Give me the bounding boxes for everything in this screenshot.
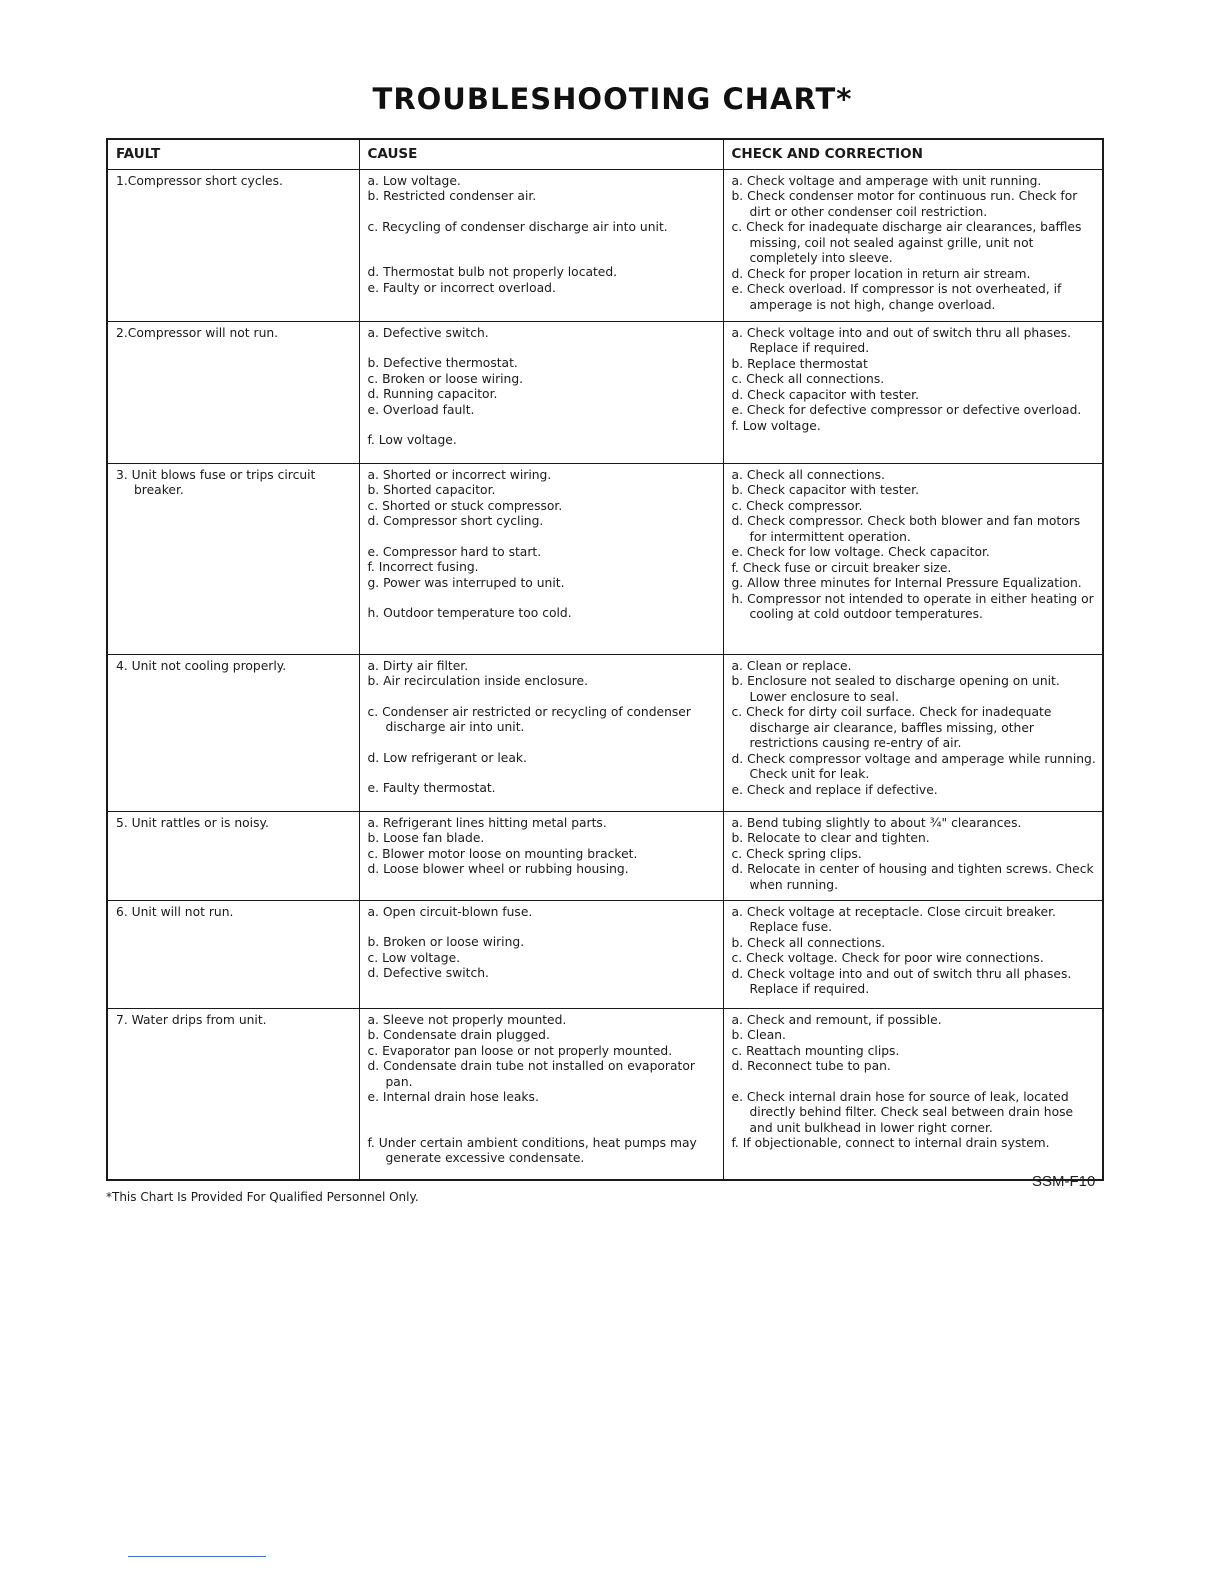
check-cell [723, 811, 1103, 900]
cause-item: b. Air recirculation inside enclosure. [367, 674, 589, 688]
fault-cell [107, 321, 359, 463]
cause-cell [359, 321, 723, 463]
cause-item: c. Recycling of condenser discharge air into unit. [367, 219, 668, 234]
table-row [107, 811, 1103, 900]
cause-item: a. Defective switch. [367, 325, 489, 340]
check-item: c. Check for dirty coil surface. Check for inadequate discharge air clearance, baffles missing, other restrictions causing re-entry of air. [731, 705, 1052, 750]
cause-item: d. Thermostat bulb not properly located. [367, 265, 618, 279]
check-item: b. Check condenser motor for continuous run. Check for dirt or other condenser coil restriction. [731, 189, 1078, 219]
check-item: e. Check for defective compressor or defective overload. [731, 403, 1082, 417]
cause-cell [359, 169, 723, 321]
check-item: d. Reconnect tube to pan. [731, 1059, 891, 1073]
fault-text: 2.Compressor will not run. [116, 325, 279, 340]
cause-item: c. Condenser air restricted or recycling of condenser discharge air into unit. [367, 704, 691, 734]
fault-text: 3. Unit blows fuse or trips circuit breaker. [116, 467, 316, 497]
check-cell [723, 463, 1103, 654]
cause-item: d. Defective switch. [367, 966, 489, 980]
cause-item: f. Under certain ambient conditions, heat pumps may generate excessive condensate. [367, 1135, 697, 1165]
cause-item: a. Sleeve not properly mounted. [367, 1012, 567, 1027]
check-item: d. Relocate in center of housing and tighten screws. Check when running. [731, 862, 1094, 892]
cause-item: c. Evaporator pan loose or not properly mounted. [367, 1043, 673, 1058]
cause-item: b. Shorted capacitor. [367, 483, 496, 497]
check-cell [723, 169, 1103, 321]
check-item: c. Check compressor. [731, 498, 863, 513]
cause-item: d. Condensate drain tube not installed on evaporator pan. [367, 1059, 695, 1089]
table-row [107, 169, 1103, 321]
check-item: g. Allow three minutes for Internal Pressure Equalization. [731, 576, 1082, 590]
check-item: b. Check all connections. [731, 935, 886, 950]
fault-cell [107, 463, 359, 654]
fault-text: 4. Unit not cooling properly. [116, 658, 287, 673]
check-cell [723, 654, 1103, 811]
check-item: f. If objectionable, connect to internal drain system. [731, 1136, 1050, 1150]
cause-item: e. Faulty or incorrect overload. [367, 280, 556, 295]
fault-cell [107, 900, 359, 1008]
cause-item: d. Loose blower wheel or rubbing housing. [367, 862, 629, 876]
cause-item: c. Broken or loose wiring. [367, 371, 524, 386]
footnote: *This Chart Is Provided For Qualified Personnel Only. [106, 1190, 419, 1204]
fault-text: 1.Compressor short cycles. [116, 173, 283, 188]
cause-item: d. Low refrigerant or leak. [367, 750, 527, 765]
cause-item: e. Compressor hard to start. [367, 544, 542, 559]
table-row [107, 900, 1103, 1008]
check-item: b. Check capacitor with tester. [731, 483, 919, 497]
link-underline [128, 1556, 266, 1557]
cause-item: f. Incorrect fusing. [367, 560, 479, 574]
cause-cell [359, 463, 723, 654]
fault-text: 6. Unit will not run. [116, 904, 234, 919]
troubleshooting-table [106, 138, 1104, 1181]
check-item: c. Check voltage. Check for poor wire connections. [731, 951, 1044, 965]
header-cause: CAUSE [359, 139, 723, 169]
check-item: a. Check and remount, if possible. [731, 1012, 942, 1027]
cause-item: b. Restricted condenser air. [367, 189, 537, 203]
cause-item: e. Faulty thermostat. [367, 781, 496, 795]
check-item: d. Check compressor. Check both blower and fan motors for intermittent operation. [731, 514, 1081, 544]
cause-item: e. Overload fault. [367, 402, 475, 417]
check-item: b. Clean. [731, 1028, 786, 1042]
check-item: e. Check overload. If compressor is not overheated, if amperage is not high, change overload. [731, 282, 1062, 312]
check-item: h. Compressor not intended to operate in either heating or cooling at cold outdoor temperatures. [731, 591, 1094, 621]
cause-item: c. Low voltage. [367, 950, 461, 965]
cause-item: g. Power was interruped to unit. [367, 575, 565, 590]
check-item: c. Check all connections. [731, 372, 885, 386]
check-item: a. Check voltage at receptacle. Close circuit breaker. Replace fuse. [731, 904, 1056, 934]
table-row [107, 463, 1103, 654]
cause-item: a. Open circuit-blown fuse. [367, 904, 533, 919]
check-item: b. Enclosure not sealed to discharge opening on unit. Lower enclosure to seal. [731, 674, 1060, 704]
header-row [107, 139, 1103, 169]
cause-item: e. Internal drain hose leaks. [367, 1090, 539, 1104]
check-item: a. Clean or replace. [731, 658, 852, 673]
cause-item: f. Low voltage. [367, 433, 457, 447]
check-item: c. Check for inadequate discharge air clearances, baffles missing, coil not sealed against grille, unit not completely into sleeve. [731, 220, 1082, 265]
cause-cell [359, 811, 723, 900]
check-item: d. Check for proper location in return air stream. [731, 266, 1031, 281]
page-title: TROUBLESHOOTING CHART* [372, 82, 853, 116]
check-item: d. Check capacitor with tester. [731, 387, 919, 402]
cause-item: c. Shorted or stuck compressor. [367, 498, 563, 513]
cause-item: b. Broken or loose wiring. [367, 935, 525, 949]
table-row [107, 654, 1103, 811]
cause-item: h. Outdoor temperature too cold. [367, 606, 572, 620]
table-row [107, 1008, 1103, 1180]
check-item: b. Replace thermostat [731, 356, 868, 371]
fault-text: 7. Water drips from unit. [116, 1012, 267, 1027]
check-item: c. Reattach mounting clips. [731, 1043, 900, 1058]
check-cell [723, 900, 1103, 1008]
cause-item: d. Compressor short cycling. [367, 514, 544, 528]
check-item: b. Relocate to clear and tighten. [731, 831, 930, 845]
check-item: d. Check compressor voltage and amperage while running. Check unit for leak. [731, 751, 1096, 781]
cause-item: d. Running capacitor. [367, 387, 498, 401]
check-item: e. Check for low voltage. Check capacitor. [731, 545, 990, 559]
fault-cell [107, 169, 359, 321]
header-fault: FAULT [107, 139, 359, 169]
cause-item: b. Condensate drain plugged. [367, 1028, 550, 1042]
cause-item: a. Shorted or incorrect wiring. [367, 467, 552, 482]
document-id: SSM-F10 [1032, 1173, 1096, 1190]
table-row [107, 321, 1103, 463]
cause-item: c. Blower motor loose on mounting bracket. [367, 846, 638, 861]
cause-item: b. Defective thermostat. [367, 356, 518, 370]
check-item: c. Check spring clips. [731, 846, 862, 861]
check-item: d. Check voltage into and out of switch thru all phases. Replace if required. [731, 966, 1072, 996]
header-check: CHECK AND CORRECTION [723, 139, 1103, 169]
fault-cell [107, 811, 359, 900]
check-item: a. Check all connections. [731, 467, 885, 482]
check-item: e. Check and replace if defective. [731, 782, 938, 797]
check-item: a. Bend tubing slightly to about ¾" clearances. [731, 815, 1022, 830]
fault-text: 5. Unit rattles or is noisy. [116, 815, 269, 830]
fault-cell [107, 654, 359, 811]
check-cell [723, 321, 1103, 463]
cause-item: a. Dirty air filter. [367, 658, 469, 673]
cause-cell [359, 1008, 723, 1180]
cause-cell [359, 654, 723, 811]
cause-item: b. Loose fan blade. [367, 831, 485, 845]
check-item: e. Check internal drain hose for source of leak, located directly behind filter. Check seal between drain hose and unit bulkhead in lower right corner. [731, 1089, 1074, 1135]
check-item: f. Low voltage. [731, 418, 821, 433]
check-cell [723, 1008, 1103, 1180]
cause-item: a. Low voltage. [367, 173, 461, 188]
check-item: a. Check voltage and amperage with unit running. [731, 173, 1042, 188]
cause-item: a. Refrigerant lines hitting metal parts. [367, 815, 607, 830]
check-item: a. Check voltage into and out of switch thru all phases. Replace if required. [731, 325, 1071, 355]
fault-cell [107, 1008, 359, 1180]
check-item: f. Check fuse or circuit breaker size. [731, 560, 952, 575]
cause-cell [359, 900, 723, 1008]
